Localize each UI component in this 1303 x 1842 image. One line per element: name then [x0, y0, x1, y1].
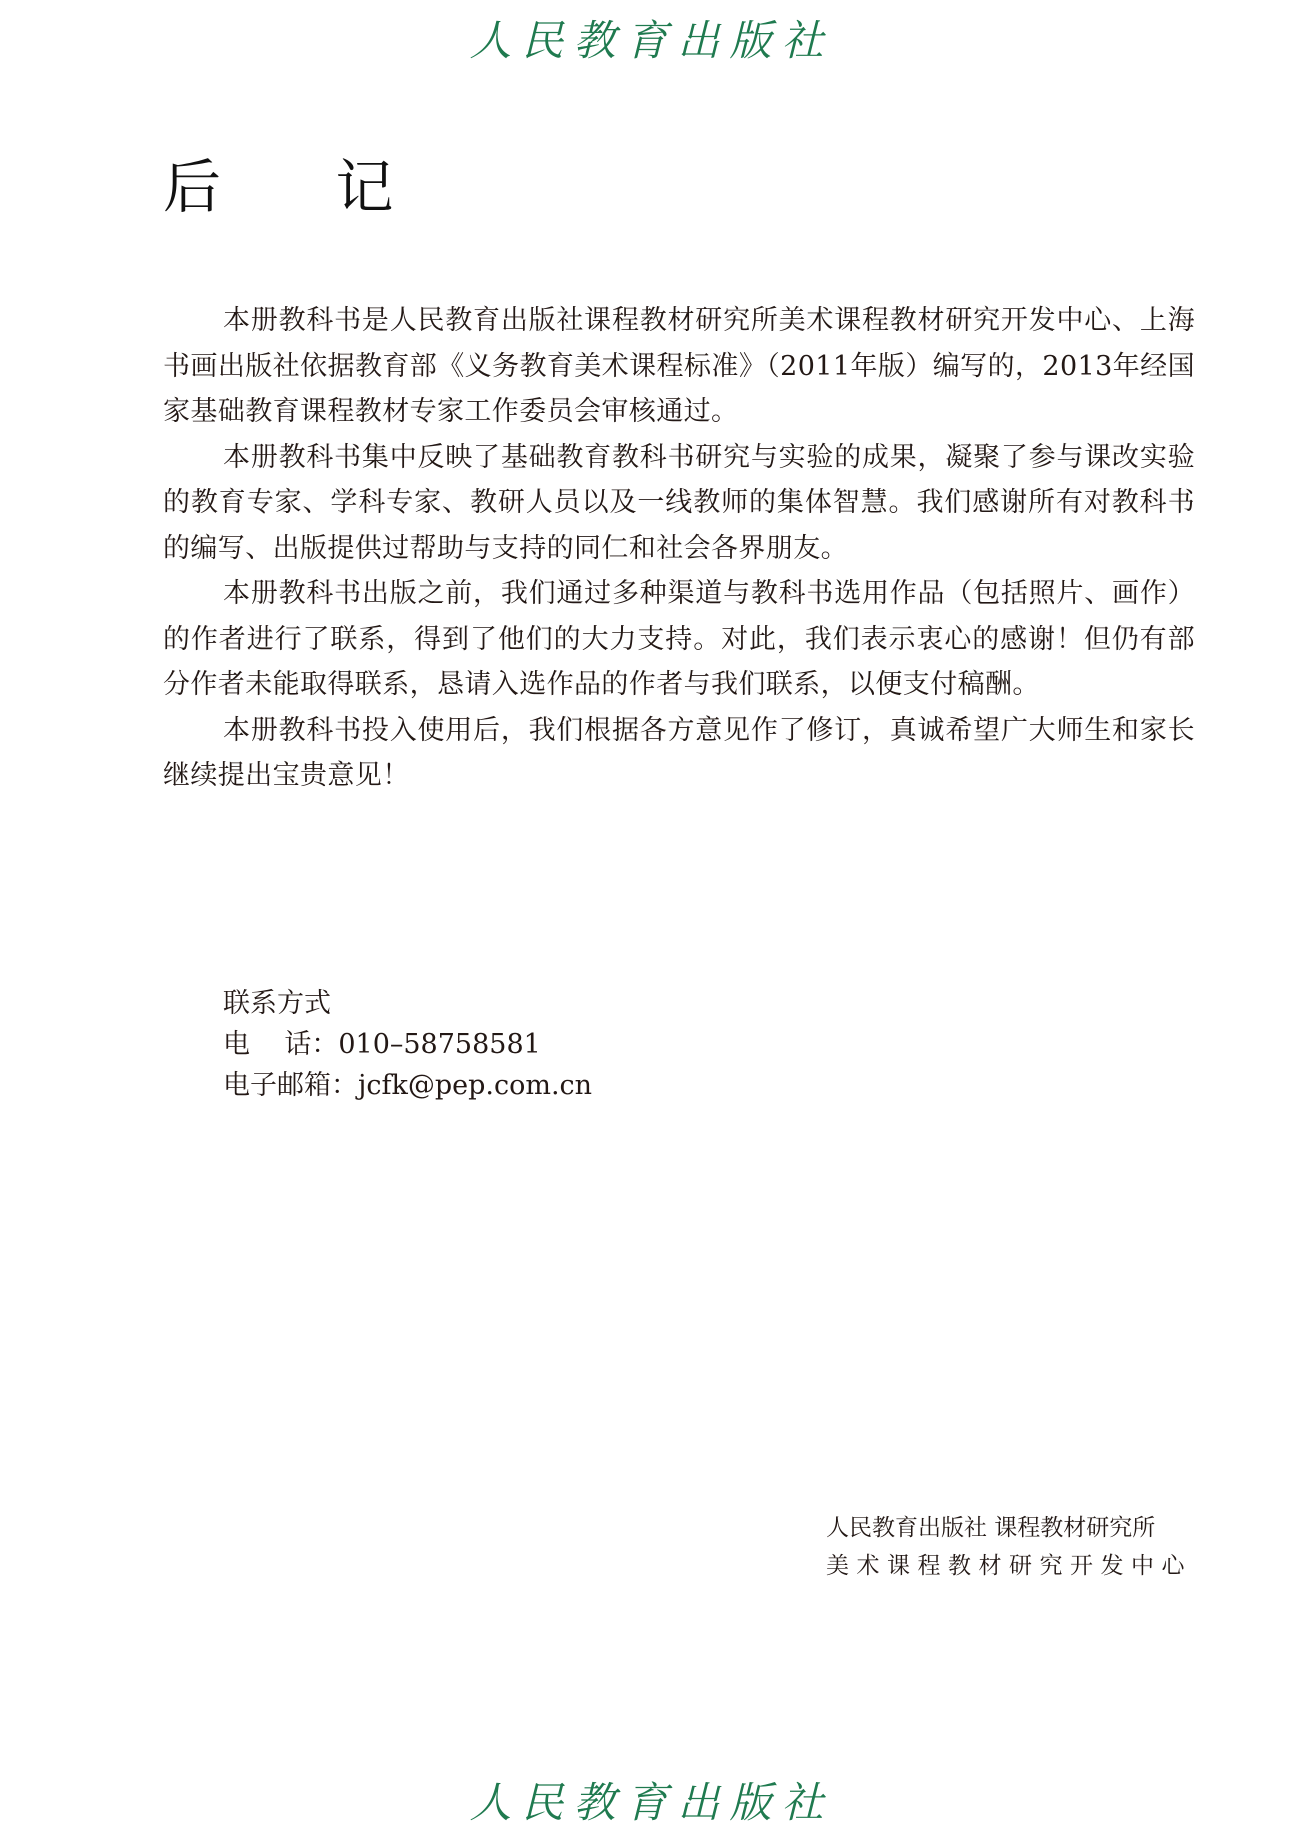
email-label: 电子邮箱： — [223, 1070, 358, 1101]
phone-label: 电 话： — [223, 1029, 339, 1060]
paragraph-1: 本册教科书是人民教育出版社课程教材研究所美术课程教材研究开发中心、上海书画出版社依据教育部《义务教育美术课程标准》（2011年版）编写的，2013年经国家基础教育课程教材专家工作委员会审核通过。 — [163, 305, 1195, 427]
paragraph-2: 本册教科书集中反映了基础教育教科书研究与实验的成果，凝聚了参与课改实验的教育专家、学科专家、教研人员以及一线教师的集体智慧。我们感谢所有对教科书的编写、出版提供过帮助与支持的同仁和社会各界朋友。 — [163, 441, 1195, 564]
paragraph-4: 本册教科书投入使用后，我们根据各方意见作了修订，真诚希望广大师生和家长继续提出宝贵意见！ — [163, 714, 1195, 791]
contact-heading: 联系方式 — [223, 988, 331, 1019]
phone-value: 010–58758581 — [338, 1029, 541, 1060]
email-value: jcfk@pep.com.cn — [358, 1070, 593, 1101]
contact-block — [223, 983, 592, 1106]
page-title: 后 记 — [163, 153, 442, 221]
paragraph-3: 本册教科书出版之前，我们通过多种渠道与教科书选用作品（包括照片、画作）的作者进行了联系，得到了他们的大力支持。对此，我们表示衷心的感谢！但仍有部分作者未能取得联系，恳请入选作品的作者与我们联系，以便支付稿酬。 — [163, 578, 1195, 700]
signature-block — [826, 1509, 1192, 1585]
contact-phone-row — [223, 1024, 592, 1065]
contact-email-row — [223, 1065, 592, 1106]
afterword-body — [163, 298, 1195, 799]
publisher-logo-top: 人民教育出版社 — [469, 16, 834, 65]
signature-line-2: 美术课程教材研究开发中心 — [826, 1553, 1192, 1579]
signature-line-1: 人民教育出版社 课程教材研究所 — [826, 1515, 1156, 1541]
publisher-logo-bottom: 人民教育出版社 — [469, 1778, 834, 1827]
